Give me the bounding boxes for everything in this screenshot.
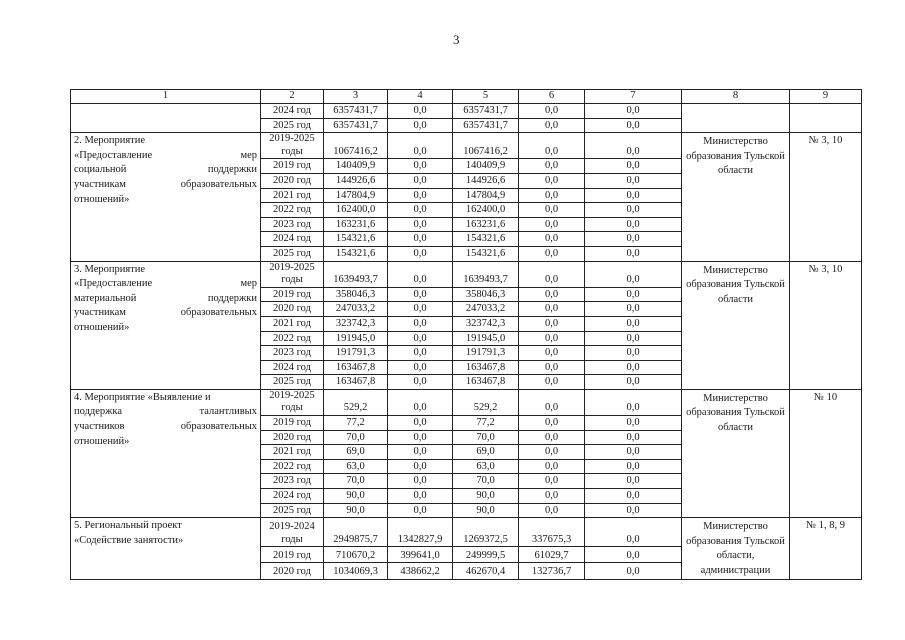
value-cell-c4: 0,0 xyxy=(388,246,453,261)
value-cell-c3: 147804,9 xyxy=(324,188,388,203)
measure-description-line: 3. Мероприятие xyxy=(74,263,146,275)
measure-description xyxy=(71,133,261,261)
value-cell-c7: 0,0 xyxy=(585,287,682,302)
period-cell: 2020 год xyxy=(261,563,324,579)
value-cell-c3: 323742,3 xyxy=(324,316,388,331)
value-cell-c7: 0,0 xyxy=(585,547,682,563)
period-cell: 2020 год xyxy=(261,302,324,317)
value-cell-c7: 0,0 xyxy=(585,159,682,174)
measure-description-line: 2. Мероприятие xyxy=(74,135,146,147)
value-cell-c4: 0,0 xyxy=(388,331,453,346)
period-cell: 2021 год xyxy=(261,188,324,203)
period-cell: 2020 год xyxy=(261,173,324,188)
value-cell-c6: 0,0 xyxy=(519,287,585,302)
value-cell-c3: 63,0 xyxy=(324,459,388,474)
value-cell-c6: 0,0 xyxy=(519,503,585,518)
value-cell-c7: 0,0 xyxy=(585,316,682,331)
period-cell: 2025 год xyxy=(261,246,324,261)
period-cell: 2021 год xyxy=(261,445,324,460)
period-cell: 2019 год xyxy=(261,287,324,302)
measure-description xyxy=(71,261,261,389)
value-cell-c5: 77,2 xyxy=(453,416,519,431)
measure-description-line: участникам образовательных xyxy=(74,178,257,190)
table-row xyxy=(71,104,862,119)
value-cell-c4: 1342827,9 xyxy=(388,518,453,547)
period-cell: 2022 год xyxy=(261,459,324,474)
value-cell-c3: 90,0 xyxy=(324,503,388,518)
header-cell-5: 5 xyxy=(453,90,519,104)
value-cell-c5: 462670,4 xyxy=(453,563,519,579)
header-cell-8: 8 xyxy=(682,90,790,104)
header-cell-1: 1 xyxy=(71,90,261,104)
period-cell: 2020 год xyxy=(261,430,324,445)
period-cell: 2019-2024 годы xyxy=(261,518,324,547)
value-cell-c3: 154321,6 xyxy=(324,232,388,247)
period-cell: 2019 год xyxy=(261,159,324,174)
value-cell-c4: 0,0 xyxy=(388,346,453,361)
value-cell-c6: 0,0 xyxy=(519,302,585,317)
value-cell-c3: 163231,6 xyxy=(324,217,388,232)
page-number: 3 xyxy=(453,32,460,47)
value-cell-c3: 69,0 xyxy=(324,445,388,460)
value-cell-c4: 0,0 xyxy=(388,287,453,302)
value-cell-c7: 0,0 xyxy=(585,360,682,375)
value-cell-c7: 0,0 xyxy=(585,375,682,390)
value-cell-c5: 6357431,7 xyxy=(453,118,519,133)
value-cell-c3: 163467,8 xyxy=(324,375,388,390)
value-cell-c5: 247033,2 xyxy=(453,302,519,317)
value-cell-c5: 147804,9 xyxy=(453,188,519,203)
header-cell-4: 4 xyxy=(388,90,453,104)
value-cell-c5: 1067416,2 xyxy=(453,133,519,159)
executor-cell: Министерство образования Тульской области xyxy=(682,133,790,261)
value-cell-c6: 0,0 xyxy=(519,416,585,431)
value-cell-c6: 0,0 xyxy=(519,489,585,504)
value-cell-c3: 144926,6 xyxy=(324,173,388,188)
period-cell: 2025 год xyxy=(261,375,324,390)
value-cell-c3: 162400,0 xyxy=(324,203,388,218)
value-cell-c4: 0,0 xyxy=(388,232,453,247)
value-cell-c6: 0,0 xyxy=(519,360,585,375)
table-row xyxy=(71,133,862,159)
header-cell-6: 6 xyxy=(519,90,585,104)
value-cell-c7: 0,0 xyxy=(585,430,682,445)
value-cell-c4: 0,0 xyxy=(388,159,453,174)
value-cell-c4: 0,0 xyxy=(388,316,453,331)
value-cell-c5: 70,0 xyxy=(453,430,519,445)
value-cell-c7: 0,0 xyxy=(585,217,682,232)
measure-description-line: 4. Мероприятие «Выявление и xyxy=(74,391,211,403)
value-cell-c4: 0,0 xyxy=(388,375,453,390)
value-cell-c5: 1269372,5 xyxy=(453,518,519,547)
header-cell-3: 3 xyxy=(324,90,388,104)
measure-description-line: «Содействие занятости» xyxy=(74,534,184,546)
executor-cell: Министерство образования Тульской области xyxy=(682,389,790,517)
value-cell-c5: 69,0 xyxy=(453,445,519,460)
value-cell-c5: 144926,6 xyxy=(453,173,519,188)
value-cell-c4: 0,0 xyxy=(388,203,453,218)
value-cell-c6: 0,0 xyxy=(519,430,585,445)
value-cell-c3: 6357431,7 xyxy=(324,104,388,119)
executor-cell: Министерство образования Тульской области, администрации xyxy=(682,518,790,579)
value-cell-c7: 0,0 xyxy=(585,173,682,188)
period-cell: 2019 год xyxy=(261,416,324,431)
period-cell: 2024 год xyxy=(261,360,324,375)
value-cell-c4: 0,0 xyxy=(388,118,453,133)
value-cell-c7: 0,0 xyxy=(585,518,682,547)
value-cell-c4: 0,0 xyxy=(388,302,453,317)
executor-cell-continued xyxy=(682,104,790,133)
measure-description-line: отношений» xyxy=(74,435,130,447)
value-cell-c3: 191791,3 xyxy=(324,346,388,361)
value-cell-c6: 0,0 xyxy=(519,217,585,232)
header-cell-9: 9 xyxy=(790,90,862,104)
value-cell-c4: 0,0 xyxy=(388,430,453,445)
value-cell-c3: 2949875,7 xyxy=(324,518,388,547)
measure-description-line: материальной поддержки xyxy=(74,292,257,304)
value-cell-c3: 247033,2 xyxy=(324,302,388,317)
value-cell-c3: 710670,2 xyxy=(324,547,388,563)
indicators-cell: № 3, 10 xyxy=(790,261,862,389)
table-row xyxy=(71,518,862,547)
budget-table xyxy=(70,89,862,580)
measure-description-line: социальной поддержки xyxy=(74,164,257,176)
value-cell-c7: 0,0 xyxy=(585,302,682,317)
value-cell-c3: 358046,3 xyxy=(324,287,388,302)
value-cell-c3: 70,0 xyxy=(324,474,388,489)
value-cell-c4: 0,0 xyxy=(388,217,453,232)
description-cell-continued xyxy=(71,104,261,133)
measure-description-line: поддержка талантливых xyxy=(74,406,257,418)
value-cell-c5: 154321,6 xyxy=(453,232,519,247)
value-cell-c7: 0,0 xyxy=(585,133,682,159)
period-cell: 2023 год xyxy=(261,346,324,361)
period-cell: 2023 год xyxy=(261,217,324,232)
value-cell-c6: 61029,7 xyxy=(519,547,585,563)
measure-description-line: отношений» xyxy=(74,193,130,205)
measure-description xyxy=(71,389,261,517)
value-cell-c4: 0,0 xyxy=(388,133,453,159)
value-cell-c5: 163467,8 xyxy=(453,360,519,375)
value-cell-c4: 399641,0 xyxy=(388,547,453,563)
value-cell-c6: 0,0 xyxy=(519,173,585,188)
value-cell-c6: 0,0 xyxy=(519,375,585,390)
value-cell-c3: 1034069,3 xyxy=(324,563,388,579)
value-cell-c3: 70,0 xyxy=(324,430,388,445)
value-cell-c5: 249999,5 xyxy=(453,547,519,563)
value-cell-c4: 438662,2 xyxy=(388,563,453,579)
period-cell: 2022 год xyxy=(261,203,324,218)
indicators-cell: № 1, 8, 9 xyxy=(790,518,862,579)
value-cell-c5: 70,0 xyxy=(453,474,519,489)
value-cell-c5: 163467,8 xyxy=(453,375,519,390)
value-cell-c6: 0,0 xyxy=(519,232,585,247)
value-cell-c7: 0,0 xyxy=(585,188,682,203)
value-cell-c7: 0,0 xyxy=(585,331,682,346)
value-cell-c3: 1067416,2 xyxy=(324,133,388,159)
measure-description-line: участникам образовательных xyxy=(74,307,257,319)
period-cell: 2024 год xyxy=(261,104,324,119)
value-cell-c5: 191945,0 xyxy=(453,331,519,346)
value-cell-c6: 0,0 xyxy=(519,118,585,133)
value-cell-c6: 0,0 xyxy=(519,474,585,489)
value-cell-c4: 0,0 xyxy=(388,489,453,504)
value-cell-c7: 0,0 xyxy=(585,474,682,489)
value-cell-c5: 163231,6 xyxy=(453,217,519,232)
value-cell-c4: 0,0 xyxy=(388,104,453,119)
measure-description-line: участников образовательных xyxy=(74,421,257,433)
value-cell-c7: 0,0 xyxy=(585,246,682,261)
value-cell-c3: 1639493,7 xyxy=(324,261,388,287)
value-cell-c7: 0,0 xyxy=(585,459,682,474)
value-cell-c5: 90,0 xyxy=(453,503,519,518)
budget-table-container xyxy=(70,89,862,580)
value-cell-c5: 6357431,7 xyxy=(453,104,519,119)
value-cell-c7: 0,0 xyxy=(585,389,682,415)
measure-description-line: «Предоставление мер xyxy=(74,149,257,161)
value-cell-c4: 0,0 xyxy=(388,416,453,431)
value-cell-c3: 77,2 xyxy=(324,416,388,431)
value-cell-c5: 358046,3 xyxy=(453,287,519,302)
table-row xyxy=(71,261,862,287)
value-cell-c7: 0,0 xyxy=(585,232,682,247)
value-cell-c6: 0,0 xyxy=(519,188,585,203)
table-row xyxy=(71,389,862,415)
value-cell-c6: 0,0 xyxy=(519,346,585,361)
value-cell-c6: 0,0 xyxy=(519,104,585,119)
indicators-cell-continued xyxy=(790,104,862,133)
header-cell-7: 7 xyxy=(585,90,682,104)
value-cell-c7: 0,0 xyxy=(585,489,682,504)
value-cell-c3: 6357431,7 xyxy=(324,118,388,133)
value-cell-c6: 0,0 xyxy=(519,316,585,331)
value-cell-c7: 0,0 xyxy=(585,503,682,518)
value-cell-c3: 529,2 xyxy=(324,389,388,415)
value-cell-c6: 0,0 xyxy=(519,261,585,287)
value-cell-c4: 0,0 xyxy=(388,503,453,518)
executor-cell: Министерство образования Тульской области xyxy=(682,261,790,389)
period-cell: 2021 год xyxy=(261,316,324,331)
value-cell-c4: 0,0 xyxy=(388,173,453,188)
value-cell-c4: 0,0 xyxy=(388,261,453,287)
value-cell-c3: 154321,6 xyxy=(324,246,388,261)
value-cell-c6: 0,0 xyxy=(519,159,585,174)
value-cell-c5: 1639493,7 xyxy=(453,261,519,287)
value-cell-c7: 0,0 xyxy=(585,118,682,133)
value-cell-c6: 0,0 xyxy=(519,331,585,346)
value-cell-c6: 0,0 xyxy=(519,246,585,261)
value-cell-c3: 163467,8 xyxy=(324,360,388,375)
period-cell: 2019-2025 годы xyxy=(261,133,324,159)
measure-description xyxy=(71,518,261,579)
measure-description-line: отношений» xyxy=(74,321,130,333)
value-cell-c6: 0,0 xyxy=(519,203,585,218)
header-cell-2: 2 xyxy=(261,90,324,104)
value-cell-c5: 191791,3 xyxy=(453,346,519,361)
period-cell: 2022 год xyxy=(261,331,324,346)
value-cell-c7: 0,0 xyxy=(585,563,682,579)
value-cell-c7: 0,0 xyxy=(585,203,682,218)
period-cell: 2019-2025 годы xyxy=(261,389,324,415)
value-cell-c5: 162400,0 xyxy=(453,203,519,218)
value-cell-c5: 154321,6 xyxy=(453,246,519,261)
value-cell-c3: 90,0 xyxy=(324,489,388,504)
period-cell: 2024 год xyxy=(261,232,324,247)
value-cell-c4: 0,0 xyxy=(388,389,453,415)
period-cell: 2019 год xyxy=(261,547,324,563)
value-cell-c6: 0,0 xyxy=(519,133,585,159)
value-cell-c5: 140409,9 xyxy=(453,159,519,174)
value-cell-c7: 0,0 xyxy=(585,261,682,287)
value-cell-c5: 529,2 xyxy=(453,389,519,415)
value-cell-c5: 90,0 xyxy=(453,489,519,504)
header-row xyxy=(71,90,862,104)
value-cell-c4: 0,0 xyxy=(388,474,453,489)
value-cell-c6: 132736,7 xyxy=(519,563,585,579)
value-cell-c4: 0,0 xyxy=(388,188,453,203)
value-cell-c5: 63,0 xyxy=(453,459,519,474)
value-cell-c6: 337675,3 xyxy=(519,518,585,547)
indicators-cell: № 3, 10 xyxy=(790,133,862,261)
period-cell: 2023 год xyxy=(261,474,324,489)
value-cell-c4: 0,0 xyxy=(388,360,453,375)
measure-description-line: 5. Региональный проект xyxy=(74,520,182,532)
period-cell: 2025 год xyxy=(261,503,324,518)
value-cell-c4: 0,0 xyxy=(388,459,453,474)
value-cell-c4: 0,0 xyxy=(388,445,453,460)
value-cell-c7: 0,0 xyxy=(585,104,682,119)
period-cell: 2019-2025 годы xyxy=(261,261,324,287)
value-cell-c3: 140409,9 xyxy=(324,159,388,174)
measure-description-line: «Предоставление мер xyxy=(74,278,257,290)
indicators-cell: № 10 xyxy=(790,389,862,517)
period-cell: 2025 год xyxy=(261,118,324,133)
value-cell-c6: 0,0 xyxy=(519,445,585,460)
value-cell-c6: 0,0 xyxy=(519,389,585,415)
value-cell-c7: 0,0 xyxy=(585,445,682,460)
value-cell-c5: 323742,3 xyxy=(453,316,519,331)
value-cell-c7: 0,0 xyxy=(585,346,682,361)
value-cell-c3: 191945,0 xyxy=(324,331,388,346)
value-cell-c7: 0,0 xyxy=(585,416,682,431)
period-cell: 2024 год xyxy=(261,489,324,504)
value-cell-c6: 0,0 xyxy=(519,459,585,474)
